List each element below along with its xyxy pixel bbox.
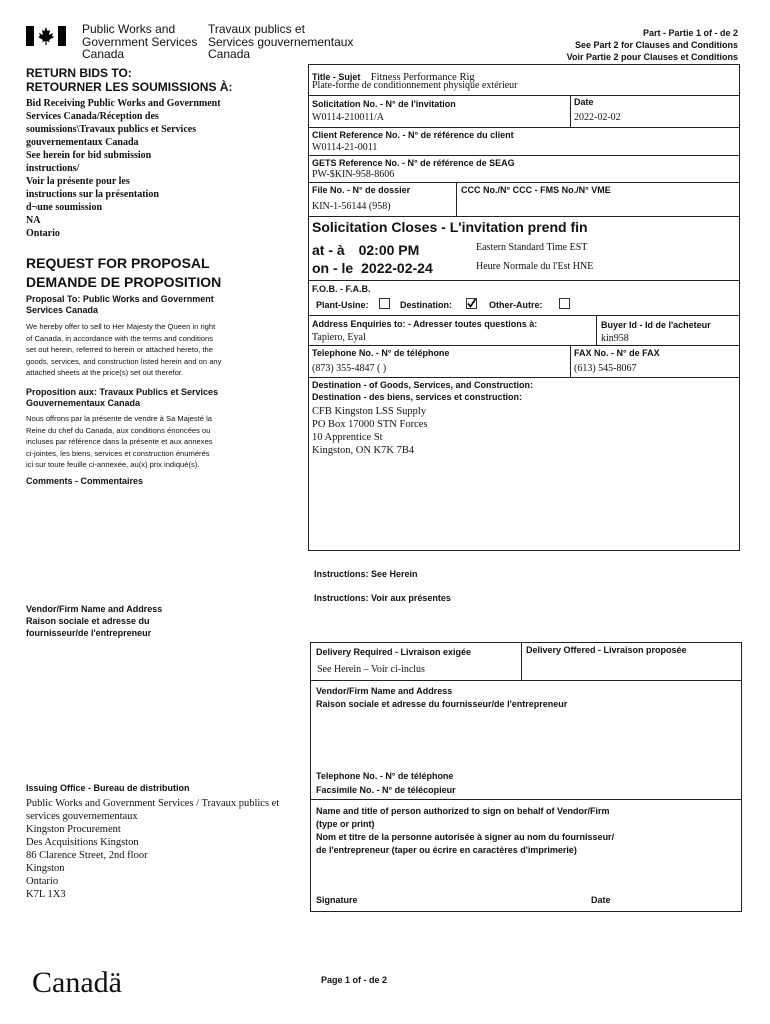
telephone-label: Telephone No. - N° de téléphone [312, 348, 450, 358]
closing-date-value: 2022-02-24 [361, 260, 433, 276]
offer-text-en: We hereby offer to sell to Her Majesty the Queen in right of Canada, in accordance with the terms and conditions set out herein, referred to herein or attached hereto, the goods, services, and construction listed herein and on any attached sheets at the price(s) set out therefor. [26, 322, 222, 377]
destination-goods-label-fr: Destination - des biens, services et construction: [312, 392, 523, 402]
plant-label: Plant-Usine: [316, 300, 369, 310]
fob-label: F.O.B. - F.A.B. [312, 284, 371, 294]
client-ref-value: W0114-21-0011 [312, 142, 378, 153]
canada-wordmark: Canadä [32, 966, 122, 999]
vendor-telephone-label: Telephone No. - N° de téléphone [316, 771, 454, 781]
part-info [567, 27, 738, 63]
authorized-person-label: Name and title of person authorized to sign on behalf of Vendor/Firm (type or print) Nom et titre de la personne autorisée à signer au nom du fournisseur/ de l'entrepreneur (taper ou écrire en caractères d'imprimerie) [316, 806, 615, 855]
gets-ref-value: PW-$KIN-958-8606 [312, 169, 395, 180]
authorized-person-field[interactable] [312, 860, 740, 890]
telephone-value: (873) 355-4847 ( ) [312, 363, 387, 374]
file-no-value: KIN-1-56144 (958) [312, 201, 391, 212]
return-bids-heading: RETURN BIDS TO: RETOURNER LES SOUMISSIONS À: [26, 66, 233, 94]
address-enquiries-label: Address Enquiries to: - Adresser toutes questions à: [312, 319, 538, 329]
title-field: Title - Sujet Fitness Performance Rig [312, 72, 475, 83]
delivery-offered-label: Delivery Offered - Livraison proposée [526, 645, 687, 655]
other-checkbox[interactable] [559, 298, 570, 309]
fax-value: (613) 545-8067 [574, 363, 637, 374]
proposal-to: Proposal To: Public Works and Government Services Canada [26, 294, 214, 315]
vendor-name-field[interactable] [312, 712, 740, 768]
buyer-id-label: Buyer Id - Id de l'acheteur [601, 320, 711, 330]
vendor-name-label: Vendor/Firm Name and Address [316, 686, 453, 696]
buyer-id-value: kin958 [601, 333, 629, 344]
delivery-offered-field[interactable] [522, 660, 740, 678]
date-label: Date [574, 97, 594, 107]
dept-name-fr: Travaux publics et Services gouvernementaux Canada [208, 22, 354, 61]
ccc-label: CCC No./N° CCC - FMS No./N° VME [461, 185, 611, 195]
proposition-aux: Proposition aux: Travaux Publics et Services Gouvernementaux Canada [26, 387, 219, 408]
closing-time-value: 02:00 PM [358, 242, 420, 258]
instructions-en: Instructions: See Herein [314, 569, 418, 579]
part-number: Part - Partie 1 of - de 2 [642, 28, 738, 38]
timezone-en: Eastern Standard Time EST [476, 242, 588, 253]
instructions-fr: Instructions: Voir aux présentes [314, 593, 451, 603]
destination-address: CFB Kingston LSS Supply PO Box 17000 STN Forces 10 Apprentice St Kingston, ON K7K 7B4 [312, 406, 428, 456]
signature-label: Signature [316, 895, 358, 905]
solicitation-no-label: Solicitation No. - N° de l'invitation [312, 99, 456, 109]
address-enquiries-value: Tapiero, Eyal [312, 332, 366, 343]
other-label: Other-Autre: [489, 300, 543, 310]
maple-leaf-icon [38, 27, 54, 45]
vendor-name-label-fr: Raison sociale et adresse du fournisseur/de l'entrepreneur [316, 699, 568, 709]
return-address: Bid Receiving Public Works and Government Services Canada/Réception des soumissions\Travaux publics et Services gouvernementaux Canada See herein for bid submission instructions/ Voir la présente pour les instructions sur la présentation d¬une soumission NA Ontario [26, 98, 221, 239]
closing-time: at - à 02:00 PM [312, 242, 420, 258]
title-en: Fitness Performance Rig [370, 72, 475, 83]
see-part-en: See Part 2 for Clauses and Conditions [574, 40, 738, 50]
delivery-required-value: See Herein – Voir ci-inclus [317, 664, 425, 675]
vendor-fax-label: Facsimile No. - N° de télécopieur [316, 785, 456, 795]
solicitation-no-value: W0114-210011/A [312, 112, 385, 123]
issuing-office-label: Issuing Office - Bureau de distribution [26, 783, 190, 793]
date-value: 2022-02-02 [574, 112, 621, 123]
dept-name-en: Public Works and Government Services Canada [82, 22, 198, 61]
comments-label: Comments - Commentaires [26, 476, 144, 486]
closing-date: on - le 2022-02-24 [312, 260, 433, 276]
destination-goods-label-en: Destination - of Goods, Services, and Construction: [312, 380, 534, 390]
vendor-label-left: Vendor/Firm Name and Address Raison sociale et adresse du fournisseur/de l'entrepreneur [26, 604, 163, 638]
delivery-required-label: Delivery Required - Livraison exigée [316, 647, 472, 657]
client-ref-label: Client Reference No. - N° de référence du client [312, 130, 514, 140]
rfp-heading: REQUEST FOR PROPOSAL DEMANDE DE PROPOSITION [26, 255, 222, 290]
signature-date-label: Date [591, 895, 611, 905]
checkmark-icon [466, 298, 477, 309]
issuing-office-address: Public Works and Government Services / Travaux publics et services gouvernementaux Kingston Procurement Des Acquisitions Kingston 86 Clarence Street, 2nd floor Kingston Ontario K7L 1X3 [26, 798, 280, 900]
destination-label: Destination: [400, 300, 453, 310]
gov-flag-logo [26, 26, 66, 46]
timezone-fr: Heure Normale du l'Est HNE [476, 261, 594, 272]
page-number: Page 1 of - de 2 [321, 975, 388, 985]
title-fr: Plate-forme de conditionnement physique extérieur [312, 80, 518, 91]
gets-ref-label: GETS Reference No. - N° de référence de SEAG [312, 158, 515, 168]
see-part-fr: Voir Partie 2 pour Clauses et Conditions [566, 52, 738, 62]
plant-checkbox[interactable] [379, 298, 390, 309]
file-no-label: File No. - N° de dossier [312, 185, 411, 195]
closes-heading: Solicitation Closes - L'invitation prend fin [312, 219, 588, 235]
offer-text-fr: Nous offrons par la présente de vendre à Sa Majesté la Reine du chef du Canada, aux conditions énoncées ou incluses par référence dans la présente et aux annexes ci-jointes, les biens, services et construction énumérés ici sur toute feuille ci-annexée, au(x) prix indiqué(s). [26, 414, 213, 469]
destination-checkbox[interactable] [466, 298, 477, 309]
fax-label: FAX No. - N° de FAX [574, 348, 660, 358]
